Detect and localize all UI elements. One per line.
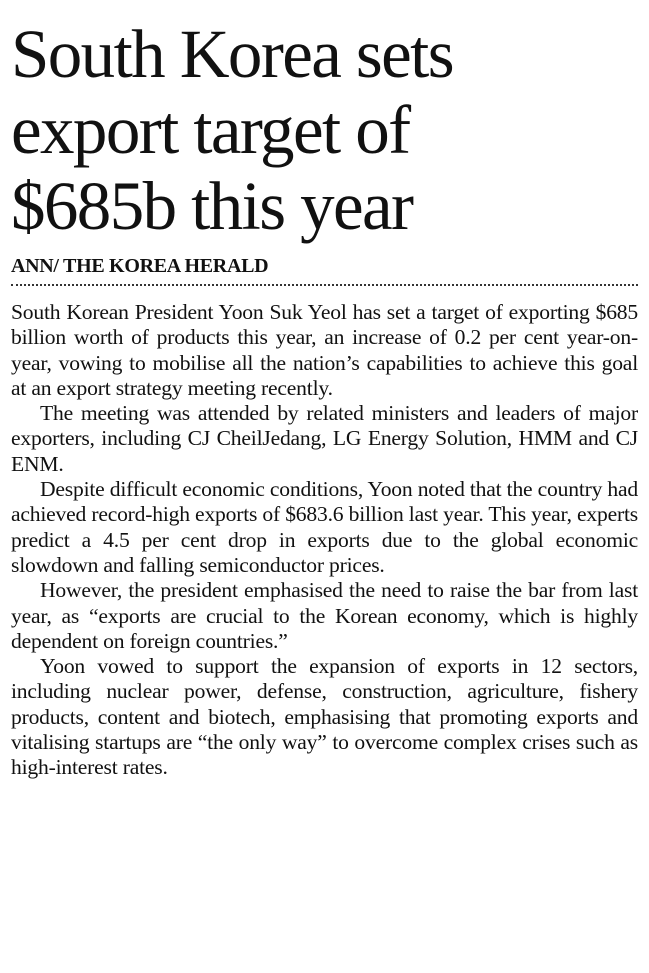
headline-line-3: $685b this year	[11, 168, 413, 244]
paragraph-5: Yoon vowed to support the expansion of exports in 12 sectors, including nuclear power, defense, construction, agriculture, fishery products, content and biotech, emphasising that promoting exports and vitalising startups are “the only way” to overcome complex crises such as high-interest rates.	[11, 654, 638, 780]
news-article	[11, 16, 638, 781]
article-body	[11, 300, 638, 781]
paragraph-4: However, the president emphasised the need to raise the bar from last year, as “exports are crucial to the Korean economy, which is highly dependent on foreign countries.”	[11, 578, 638, 653]
paragraph-3: Despite difficult economic conditions, Yoon noted that the country had achieved record-high exports of $683.6 billion last year. This year, experts predict a 4.5 per cent drop in exports due to the global economic slowdown and falling semiconductor prices.	[11, 477, 638, 577]
paragraph-2: The meeting was attended by related ministers and leaders of major exporters, including CJ CheilJedang, LG Energy Solution, HMM and CJ ENM.	[11, 401, 638, 476]
article-headline	[11, 16, 638, 244]
headline-line-2: export target of	[11, 92, 410, 168]
paragraph-1: South Korean President Yoon Suk Yeol has set a target of exporting $685 billion worth of products this year, an increase of 0.2 per cent year-on-year, vowing to mobilise all the nation’s capabilities to achieve this goal at an export strategy meeting recently.	[11, 300, 638, 400]
dotted-divider	[11, 284, 638, 286]
headline-line-1: South Korea sets	[11, 16, 454, 92]
article-byline: ANN/ THE KOREA HERALD	[11, 255, 269, 277]
